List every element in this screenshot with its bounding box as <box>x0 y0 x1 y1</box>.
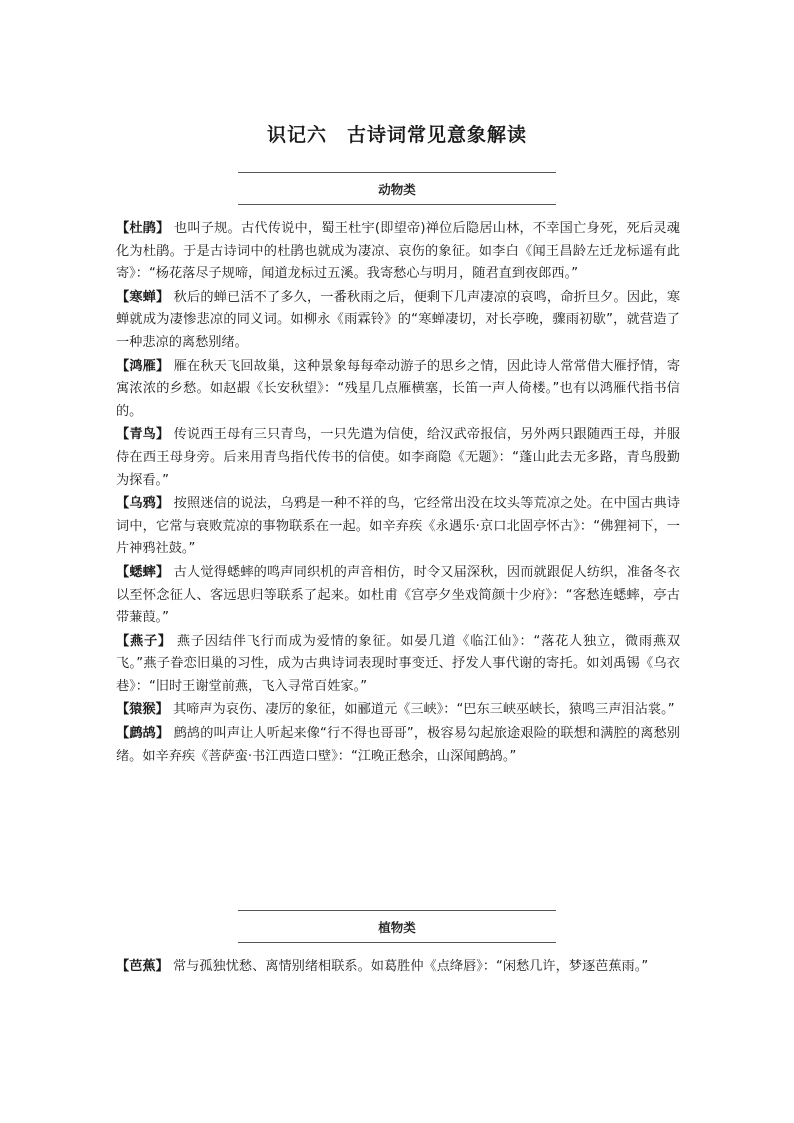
section-label: 动物类 <box>378 182 416 197</box>
page-title: 识记六 古诗词常见意象解读 <box>266 124 527 146</box>
section-rule-top <box>238 172 556 173</box>
entry-text: 也叫子规。古代传说中，蜀王杜宇(即望帝)禅位后隐居山林，不幸国亡身死，死后灵魂化为杜鹃。于是古诗词中的杜鹃也就成为凄凉、哀伤的象征。如李白《闻王昌龄左迁龙标遥有此寄》：“杨花落尽子规啼，闻道龙标过五溪。我寄愁心与明月，随君直到夜郎西。” <box>116 221 680 282</box>
entry-zhegu <box>116 723 680 768</box>
section-label: 植物类 <box>378 920 416 935</box>
section-entries-animals <box>116 218 680 769</box>
entry-yanzi <box>116 631 680 699</box>
section-header-plants <box>238 910 556 944</box>
entry-qingniao <box>116 424 680 492</box>
section-rule-top <box>238 910 556 911</box>
entry-bajiao <box>116 956 680 979</box>
entry-term: 【乌鸦】 <box>116 496 170 512</box>
entry-text: 鹧鸪的叫声让人听起来像“行不得也哥哥”，极容易勾起旅途艰险的联想和满腔的离愁别绪。如辛弃疾《菩萨蛮·书江西造口壁》：“江晚正愁余，山深闻鹧鸪。” <box>116 726 680 764</box>
entry-text: 常与孤独忧愁、离情别绪相联系。如葛胜仲《点绛唇》：“闲愁几许，梦逐芭蕉雨。” <box>172 959 649 974</box>
entry-term: 【燕子】 <box>116 633 172 649</box>
entry-xishuai <box>116 562 680 630</box>
entry-text: 秋后的蝉已活不了多久，一番秋雨之后，便剩下几声凄凉的哀鸣，命折旦夕。因此，寒蝉就成为凄惨悲凉的同义词。如柳永《雨霖铃》的“寒蝉凄切，对长亭晚，骤雨初歇”，就营造了一种悲凉的离愁别绪。 <box>116 289 681 350</box>
section-entries-plants <box>116 956 680 980</box>
section-header-animals <box>238 172 556 206</box>
entry-text: 其啼声为哀伤、凄厉的象征，如郦道元《三峡》：“巴东三峡巫峡长，猿鸣三声泪沾裳。” <box>172 702 675 718</box>
entry-text: 雁在秋天飞回故巢，这种景象每每牵动游子的思乡之情，因此诗人常常借大雁抒情，寄寓浓浓的乡愁。如赵嘏《长安秋望》：“残星几点雁横塞，长笛一声人倚楼。”也有以鸿雁代指书信的。 <box>116 358 681 419</box>
entry-dujuan <box>116 218 680 286</box>
entry-term: 【杜鹃】 <box>116 221 170 236</box>
entry-hongyan <box>116 356 680 424</box>
entry-text: 按照迷信的说法，乌鸦是一种不祥的鸟，它经常出没在坟头等荒凉之处。在中国古典诗词中，它常与衰败荒凉的事物联系在一起。如辛弃疾《永遇乐·京口北固亭怀古》：“佛狸祠下，一片神鸦社鼓。” <box>116 496 681 557</box>
entry-term: 【青鸟】 <box>116 427 170 443</box>
section-rule-bottom <box>238 942 556 943</box>
entry-text: 古人觉得蟋蟀的鸣声同织机的声音相仿，时令又届深秋，因而就跟促人纺织，准备冬衣以至怀念征人、客远思归等联系了起来。如杜甫《宫亭夕坐戏简颜十少府》：“客愁连蟋蟀，亭古带蒹葭。” <box>116 564 681 626</box>
entry-term: 【蟋蟀】 <box>116 564 170 580</box>
entry-term: 【鹧鸪】 <box>116 726 170 742</box>
entry-term: 【寒蝉】 <box>116 289 170 305</box>
entry-wuya <box>116 493 680 561</box>
entry-term: 【猿猴】 <box>116 702 169 718</box>
section-rule-bottom <box>238 204 556 205</box>
entry-term: 【鸿雁】 <box>116 358 170 374</box>
entry-term: 【芭蕉】 <box>116 959 169 974</box>
entry-yuanhou <box>116 699 680 722</box>
entry-hanchan <box>116 287 680 355</box>
entry-text: 燕子因结伴飞行而成为爱情的象征。如晏几道《临江仙》：“落花人独立，微雨燕双飞。”燕子眷恋旧巢的习性，成为古典诗词表现时事变迁、抒发人事代谢的寄托。如刘禹锡《乌衣巷》：“旧时王谢堂前燕，飞入寻常百姓家。” <box>116 633 681 694</box>
entry-text: 传说西王母有三只青鸟，一只先遣为信使，给汉武帝报信，另外两只跟随西王母，并服侍在西王母身旁。后来用青鸟指代传书的信使。如李商隐《无题》：“蓬山此去无多路，青鸟殷勤为探看。” <box>116 427 681 488</box>
